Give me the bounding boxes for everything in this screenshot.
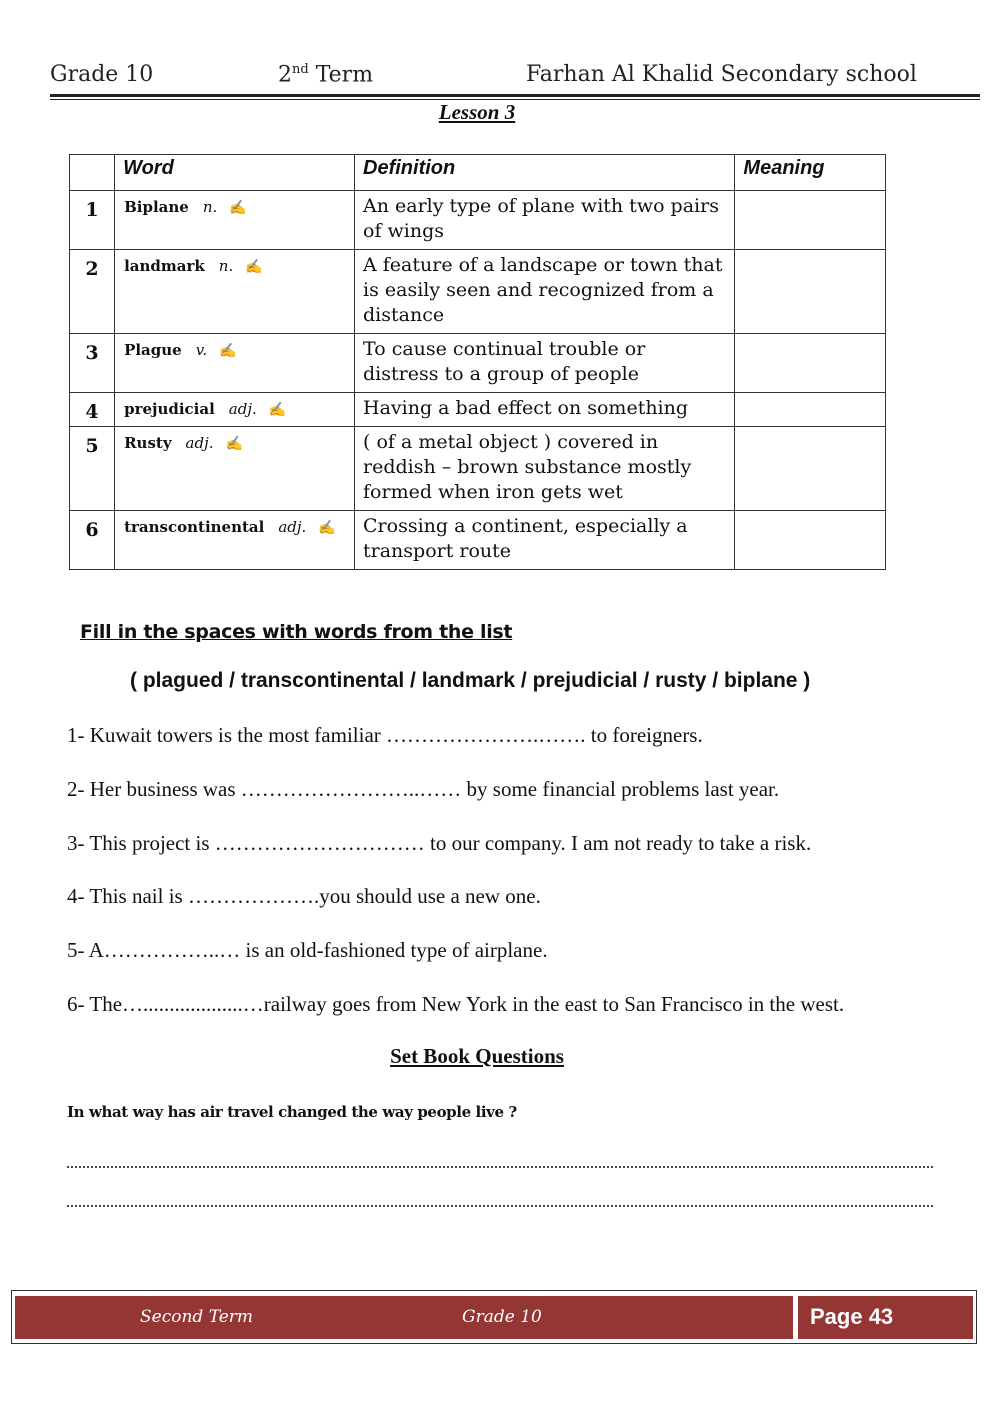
table-row bbox=[70, 191, 886, 250]
page-number-box bbox=[798, 1296, 973, 1339]
column-header-word: Word bbox=[115, 155, 355, 191]
meaning-cell[interactable] bbox=[735, 511, 886, 570]
definition-cell: A feature of a landscape or town that is easily seen and recognized from a distance bbox=[355, 250, 735, 334]
answer-line bbox=[67, 1205, 933, 1207]
table-row bbox=[70, 393, 886, 427]
vocab-word: landmark bbox=[124, 257, 205, 275]
table-row bbox=[70, 334, 886, 393]
writing-hand-icon: ✍ bbox=[268, 402, 287, 418]
word-cell bbox=[115, 250, 355, 334]
row-number: 1 bbox=[70, 191, 115, 250]
part-of-speech: n. bbox=[202, 198, 218, 216]
table-row bbox=[70, 427, 886, 511]
definition-cell: Having a bad effect on something bbox=[355, 393, 735, 427]
definition-cell: Crossing a continent, especially a transport route bbox=[355, 511, 735, 570]
vocab-word: Plague bbox=[124, 341, 182, 359]
writing-hand-icon: ✍ bbox=[318, 520, 336, 536]
lesson-title: Lesson 3 bbox=[438, 100, 516, 124]
column-header-number bbox=[70, 155, 115, 191]
column-header-meaning: Meaning bbox=[735, 155, 886, 191]
vocab-word: prejudicial bbox=[124, 400, 215, 418]
writing-hand-icon: ✍ bbox=[229, 200, 247, 216]
header-school: Farhan Al Khalid Secondary school bbox=[526, 62, 917, 87]
writing-hand-icon: ✍ bbox=[219, 343, 237, 359]
definition-cell: An early type of plane with two pairs of wings bbox=[355, 191, 735, 250]
table-header-row bbox=[70, 155, 886, 191]
fill-in-sentence-4: 4- This nail is ……………….you should use a new one. bbox=[67, 884, 541, 908]
row-number: 2 bbox=[70, 250, 115, 334]
word-cell bbox=[115, 427, 355, 511]
definition-cell: To cause continual trouble or distress to a group of people bbox=[355, 334, 735, 393]
header-term bbox=[278, 62, 373, 87]
set-book-title: Set Book Questions bbox=[390, 1044, 564, 1068]
meaning-cell[interactable] bbox=[735, 427, 886, 511]
part-of-speech: adj. bbox=[185, 434, 214, 452]
row-number: 5 bbox=[70, 427, 115, 511]
vocab-word: transcontinental bbox=[124, 518, 265, 536]
word-cell bbox=[115, 393, 355, 427]
set-book-question: In what way has air travel changed the way people live ? bbox=[67, 1103, 517, 1121]
meaning-cell[interactable] bbox=[735, 250, 886, 334]
fill-in-sentence-1: 1- Kuwait towers is the most familiar ………………….……. to foreigners. bbox=[67, 723, 703, 747]
meaning-cell[interactable] bbox=[735, 334, 886, 393]
header-term-word: Term bbox=[308, 62, 374, 88]
fill-in-sentence-5: 5- A……………..… is an old-fashioned type of airplane. bbox=[67, 938, 548, 962]
word-list: ( plagued / transcontinental / landmark / prejudicial / rusty / biplane ) bbox=[130, 669, 811, 692]
fill-in-title: Fill in the spaces with words from the list bbox=[80, 621, 513, 643]
row-number: 3 bbox=[70, 334, 115, 393]
table-row bbox=[70, 250, 886, 334]
row-number: 6 bbox=[70, 511, 115, 570]
header-term-suffix: nd bbox=[292, 62, 309, 77]
footer-band bbox=[15, 1296, 793, 1339]
footer-term: Second Term bbox=[140, 1307, 254, 1327]
writing-hand-icon: ✍ bbox=[225, 436, 243, 452]
vocabulary-table bbox=[69, 154, 886, 570]
word-cell bbox=[115, 511, 355, 570]
table-row bbox=[70, 511, 886, 570]
fill-in-sentence-2: 2- Her business was ……………………..…… by some financial problems last year. bbox=[67, 777, 780, 801]
word-cell bbox=[115, 191, 355, 250]
meaning-cell[interactable] bbox=[735, 191, 886, 250]
part-of-speech: adj. bbox=[278, 518, 307, 536]
vocab-word: Rusty bbox=[124, 434, 172, 452]
fill-in-sentence-3: 3- This project is ………………………… to our company. I am not ready to take a risk. bbox=[67, 831, 812, 855]
row-number: 4 bbox=[70, 393, 115, 427]
part-of-speech: v. bbox=[195, 341, 208, 359]
header-term-number: 2 bbox=[278, 62, 292, 88]
footer-grade: Grade 10 bbox=[462, 1307, 542, 1327]
part-of-speech: n. bbox=[218, 257, 234, 275]
column-header-definition: Definition bbox=[355, 155, 735, 191]
part-of-speech: adj. bbox=[228, 400, 257, 418]
vocab-word: Biplane bbox=[124, 198, 189, 216]
vocabulary-table-body bbox=[70, 191, 886, 570]
definition-cell: ( of a metal object ) covered in reddish – brown substance mostly formed when iron gets wet bbox=[355, 427, 735, 511]
word-cell bbox=[115, 334, 355, 393]
writing-hand-icon: ✍ bbox=[245, 259, 263, 275]
page-number: Page 43 bbox=[810, 1304, 894, 1329]
page-header bbox=[50, 62, 980, 94]
header-grade: Grade 10 bbox=[50, 62, 154, 87]
meaning-cell[interactable] bbox=[735, 393, 886, 427]
answer-line bbox=[67, 1166, 933, 1168]
fill-in-sentence-6: 6- The…...................…railway goes from New York in the east to San Francisco in the west. bbox=[67, 992, 845, 1016]
